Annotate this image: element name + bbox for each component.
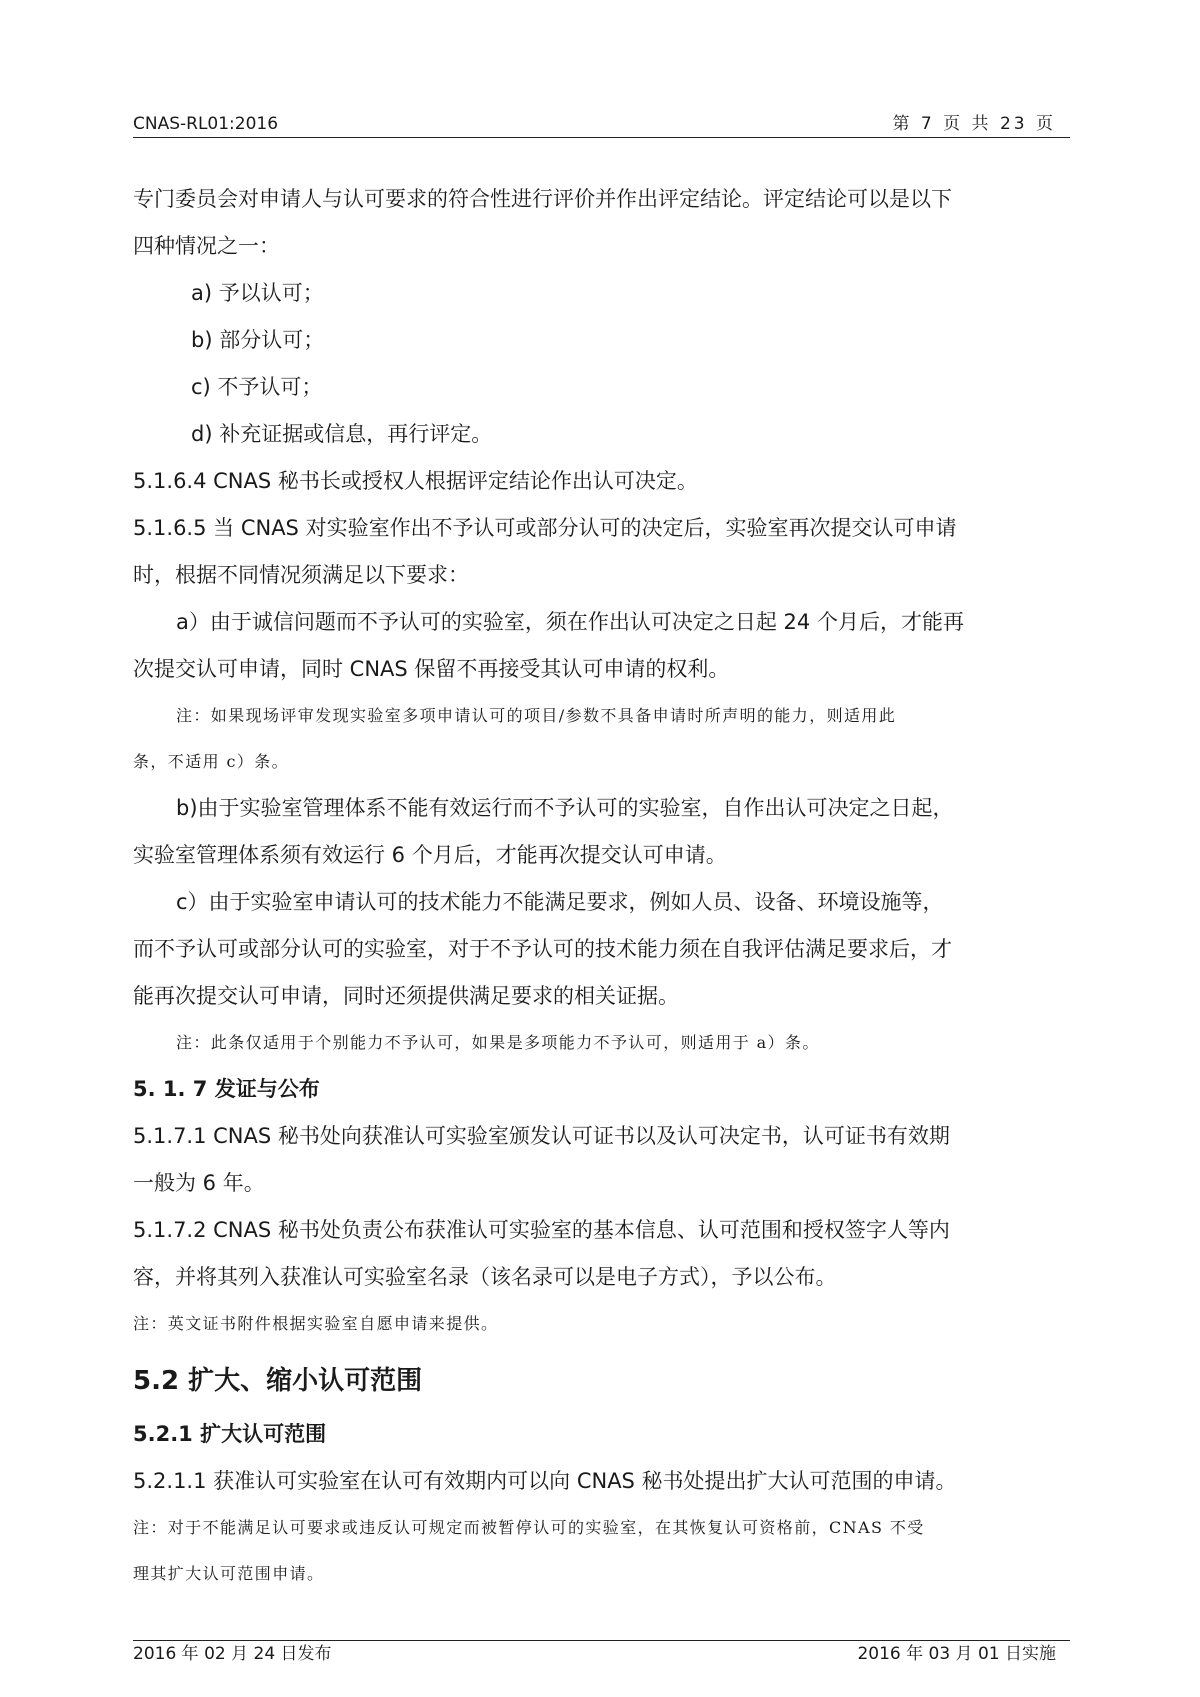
doc-code: CNAS-RL01:2016 bbox=[133, 114, 279, 134]
item-c-cont: 能再次提交认可申请，同时还须提供满足要求的相关证据。 bbox=[133, 984, 679, 1008]
heading-5-1-7: 5. 1. 7 发证与公布 bbox=[133, 1077, 320, 1101]
page-content bbox=[133, 176, 1070, 1597]
page-header bbox=[133, 113, 1070, 138]
item-b-cont: 实验室管理体系须有效运行 6 个月后，才能再次提交认可申请。 bbox=[133, 843, 727, 867]
clause-5-2-1-1: 5.2.1.1 获准认可实验室在认可有效期内可以向 CNAS 秘书处提出扩大认可范围的申请。 bbox=[133, 1469, 957, 1493]
note-3: 注：英文证书附件根据实验室自愿申请来提供。 bbox=[133, 1314, 499, 1333]
item-c: c）由于实验室申请认可的技术能力不能满足要求，例如人员、设备、环境设施等， bbox=[176, 890, 944, 914]
item-a: a）由于诚信问题而不予认可的实验室，须在作出认可决定之日起 24 个月后，才能再 bbox=[176, 610, 964, 634]
clause-5-1-6-5: 5.1.6.5 当 CNAS 对实验室作出不予认可或部分认可的决定后，实验室再次提交认可申请 bbox=[133, 516, 957, 540]
clause-5-1-6-5-cont: 时，根据不同情况须满足以下要求： bbox=[133, 563, 469, 587]
list-item: c) 不予认可； bbox=[191, 375, 323, 399]
list-item: b) 部分认可； bbox=[191, 328, 325, 352]
item-a-cont: 次提交认可申请，同时 CNAS 保留不再接受其认可申请的权利。 bbox=[133, 657, 730, 681]
note-1: 注：如果现场评审发现实验室多项申请认可的项目/参数不具备申请时所声明的能力，则适用此 bbox=[176, 706, 897, 725]
item-c-cont: 而不予认可或部分认可的实验室，对于不予认可的技术能力须在自我评估满足要求后，才 bbox=[133, 937, 952, 961]
note-1-cont: 条，不适用 c）条。 bbox=[133, 752, 290, 771]
paragraph-line: 专门委员会对申请人与认可要求的符合性进行评价并作出评定结论。评定结论可以是以下 bbox=[133, 187, 952, 211]
page-footer bbox=[133, 1640, 1070, 1669]
item-b: b)由于实验室管理体系不能有效运行而不予认可的实验室，自作出认可决定之日起， bbox=[176, 796, 954, 820]
heading-5-2-1: 5.2.1 扩大认可范围 bbox=[133, 1422, 327, 1446]
issue-date: 2016 年 02 月 24 日发布 bbox=[133, 1644, 332, 1664]
note-4-cont: 理其扩大认可范围申请。 bbox=[133, 1564, 325, 1583]
effective-date: 2016 年 03 月 01 日实施 bbox=[857, 1644, 1056, 1664]
clause-5-1-6-4: 5.1.6.4 CNAS 秘书长或授权人根据评定结论作出认可决定。 bbox=[133, 469, 698, 493]
page-number: 第 7 页 共 23 页 bbox=[892, 114, 1056, 134]
heading-5-2: 5.2 扩大、缩小认可范围 bbox=[133, 1366, 423, 1396]
clause-5-1-7-2: 5.1.7.2 CNAS 秘书处负责公布获准认可实验室的基本信息、认可范围和授权签字人等内 bbox=[133, 1218, 950, 1242]
clause-5-1-7-1-cont: 一般为 6 年。 bbox=[133, 1171, 265, 1195]
list-item: a) 予以认可； bbox=[191, 281, 324, 305]
paragraph-line: 四种情况之一： bbox=[133, 234, 280, 258]
list-item: d) 补充证据或信息，再行评定。 bbox=[191, 422, 493, 446]
note-2: 注：此条仅适用于个别能力不予认可，如果是多项能力不予认可，则适用于 a）条。 bbox=[176, 1033, 820, 1052]
note-4: 注：对于不能满足认可要求或违反认可规定而被暂停认可的实验室，在其恢复认可资格前，CNAS 不受 bbox=[133, 1518, 925, 1537]
clause-5-1-7-1: 5.1.7.1 CNAS 秘书处向获准认可实验室颁发认可证书以及认可决定书，认可证书有效期 bbox=[133, 1124, 950, 1148]
clause-5-1-7-2-cont: 容，并将其列入获准认可实验室名录（该名录可以是电子方式），予以公布。 bbox=[133, 1265, 837, 1289]
